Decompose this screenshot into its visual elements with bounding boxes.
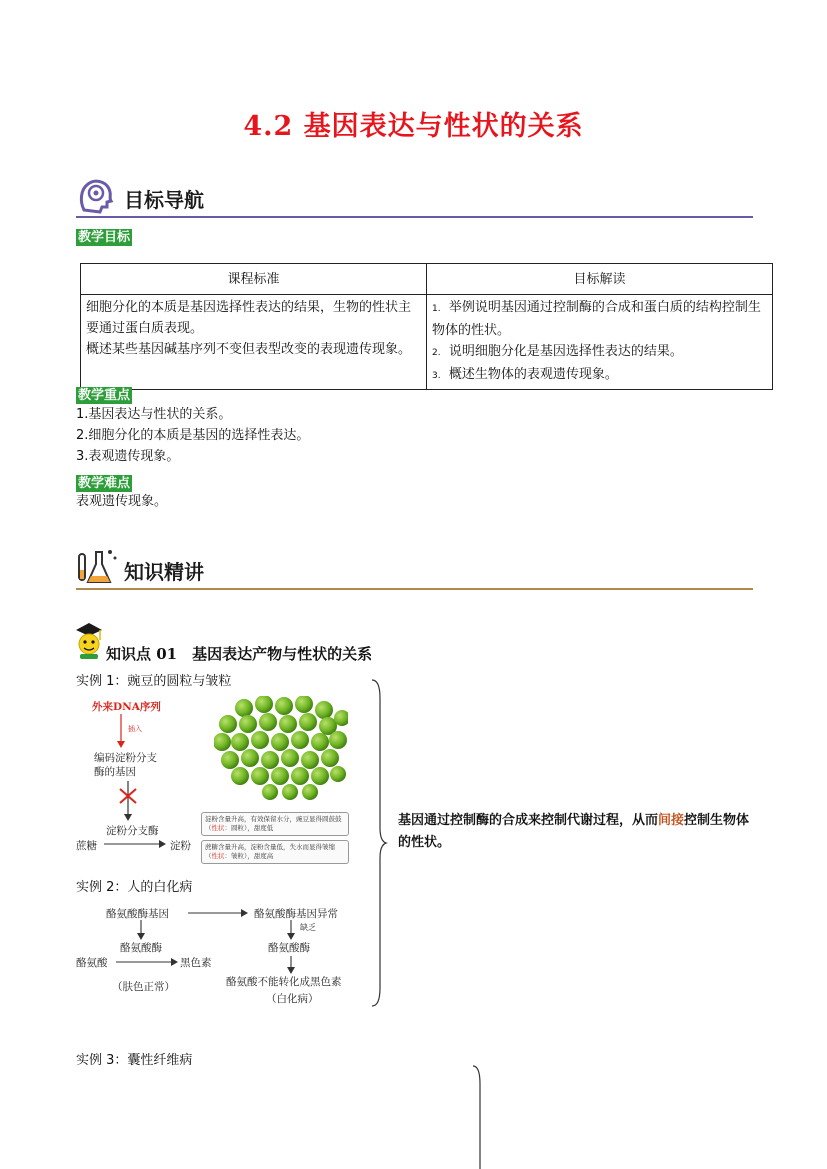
right-brace <box>368 678 388 1008</box>
key-points-tag: 教学重点 <box>78 388 131 403</box>
sucrose-label: 蔗糖 <box>76 840 97 852</box>
section-goal-navigation <box>76 174 753 218</box>
section-divider <box>76 588 753 590</box>
right-brace <box>470 1064 486 1169</box>
table-header-standard: 课程标准 <box>81 264 427 295</box>
standard-line: 概述某些基因碱基序列不变但表型改变的表现遗传现象。 <box>86 342 412 357</box>
table-header-interpretation: 目标解读 <box>427 264 773 295</box>
page-title: 4.2 基因表达与性状的关系 <box>243 111 584 142</box>
list-item: 3.表观遗传现象。 <box>76 449 180 464</box>
normal-skin-label: （肤色正常） <box>112 981 175 993</box>
key-points-list <box>76 404 309 467</box>
gene-label: 编码淀粉分支酶的基因 <box>94 752 157 778</box>
arrow <box>286 956 296 974</box>
knowledge-point-title: 知识点 01 基因表达产物与性状的关系 <box>106 645 373 663</box>
enzyme-label: 酪氨酸酶 <box>120 942 162 954</box>
tyrosine-label: 酪氨酸 <box>76 957 108 969</box>
gene-label: 酪氨酸酶基因 <box>106 908 169 920</box>
arrow <box>286 920 296 940</box>
difficulty-text: 表观遗传现象。 <box>76 494 168 509</box>
green-peas-image <box>214 696 348 806</box>
interpretation-cell <box>427 295 773 390</box>
round-pea-caption: 淀粉含量升高，有效保留水分，豌豆显得圆鼓鼓（性状：圆粒），甜度低 <box>201 812 349 836</box>
arrow <box>136 920 146 940</box>
section-divider <box>76 216 753 218</box>
graduate-mascot-icon <box>74 620 104 660</box>
difficulty-tag: 教学难点 <box>78 476 131 491</box>
enzyme-label: 淀粉分支酶 <box>106 825 159 837</box>
wrinkled-pea-caption: 蔗糖含量升高，淀粉含量低，失水而显得皱缩（性状：皱粒），甜度高 <box>201 840 349 864</box>
list-item: 3. 概述生物体的表观遗传现象。 <box>432 367 618 382</box>
example1-label: 实例 1：豌豆的圆粒与皱粒 <box>76 674 232 689</box>
emphasis-text: 间接 <box>658 813 685 828</box>
example3-label: 实例 3：囊性纤维病 <box>76 1053 193 1068</box>
list-item: 1.基因表达与性状的关系。 <box>76 407 232 422</box>
list-item: 2. 说明细胞分化是基因选择性表达的结果。 <box>432 344 683 359</box>
enzyme-label: 酪氨酸酶 <box>268 942 310 954</box>
melanin-label: 黑色素 <box>180 957 212 969</box>
abnormal-gene-label: 酪氨酸酶基因异常 <box>254 908 338 920</box>
section-heading: 知识精讲 <box>124 560 204 584</box>
example2-label: 实例 2：人的白化病 <box>76 880 193 895</box>
lack-label: 缺乏 <box>300 923 316 932</box>
reaction-arrow <box>104 839 166 849</box>
albinism-label: （白化病） <box>266 993 319 1005</box>
teaching-goal-tag: 教学目标 <box>78 230 131 245</box>
pea-flow-diagram <box>76 696 216 861</box>
arrow <box>116 957 178 967</box>
standard-line: 细胞分化的本质是基因选择性表达的结果，生物的性状主要通过蛋白质表现。 <box>86 300 412 336</box>
albinism-flow-diagram <box>76 902 366 1007</box>
goals-table <box>80 263 773 390</box>
conclusion-text: 基因通过控制酶的合成来控制代谢过程，从而间接控制生物体的性状。 <box>398 813 750 850</box>
arrow <box>188 908 248 918</box>
insert-arrow <box>116 714 126 748</box>
insert-label: 插入 <box>128 725 142 733</box>
section-knowledge <box>76 546 753 590</box>
cannot-convert-label: 酪氨酸不能转化成黑色素 <box>226 976 342 988</box>
foreign-dna-label: 外来DNA序列 <box>92 701 161 713</box>
list-item: 2.细胞分化的本质是基因的选择性表达。 <box>76 428 310 443</box>
list-item: 1. 举例说明基因通过控制酶的合成和蛋白质的结构控制生物体的性状。 <box>432 300 761 338</box>
section-heading: 目标导航 <box>124 188 204 212</box>
lab-flask-icon <box>76 546 120 588</box>
brain-head-icon <box>76 176 116 216</box>
standard-cell <box>81 295 427 390</box>
starch-label: 淀粉 <box>170 840 191 852</box>
blocked-arrow <box>116 781 140 821</box>
